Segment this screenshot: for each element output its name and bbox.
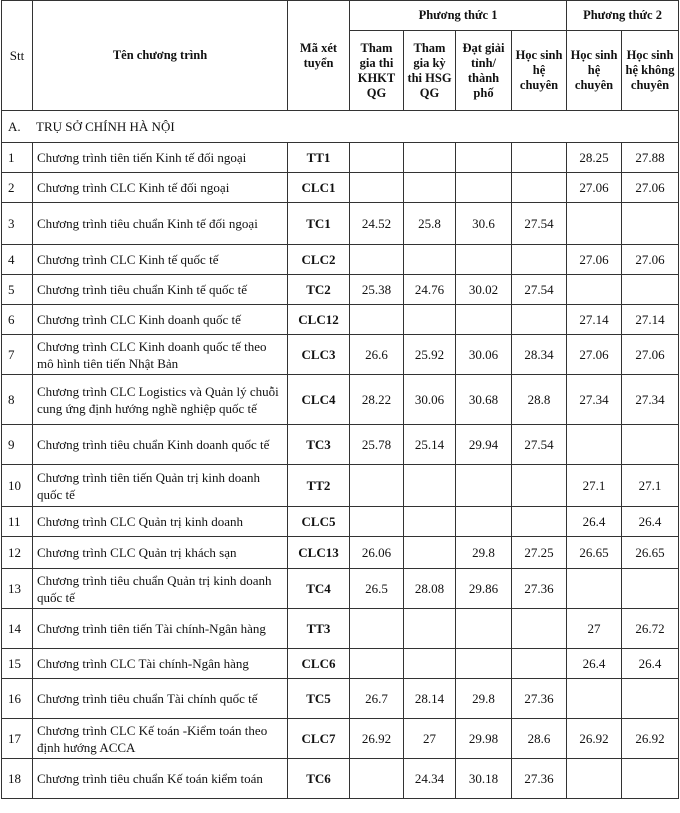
row-m1-score: 29.98 — [456, 719, 512, 759]
row-m1-score — [350, 609, 404, 649]
header-method-2: Phương thức 2 — [567, 1, 679, 31]
row-m1-score: 30.02 — [456, 275, 512, 305]
row-m2-score: 26.65 — [622, 537, 679, 569]
row-program-name: Chương trình tiên tiến Tài chính-Ngân hàng — [33, 609, 288, 649]
table-row — [2, 679, 679, 719]
admission-score-table — [1, 0, 679, 799]
table-row — [2, 759, 679, 799]
row-program-name: Chương trình tiêu chuẩn Kinh tế quốc tế — [33, 275, 288, 305]
row-m1-score: 30.06 — [404, 375, 456, 425]
row-program-name: Chương trình tiên tiến Quản trị kinh doanh quốc tế — [33, 465, 288, 507]
row-code: TC5 — [288, 679, 350, 719]
row-m2-score: 27.06 — [622, 245, 679, 275]
row-m1-score: 27.36 — [512, 759, 567, 799]
row-m2-score — [567, 425, 622, 465]
row-stt: 16 — [2, 679, 33, 719]
row-m1-score: 26.5 — [350, 569, 404, 609]
row-m2-score: 27.06 — [622, 335, 679, 375]
row-code: CLC2 — [288, 245, 350, 275]
row-m2-score — [622, 569, 679, 609]
row-m1-score: 29.86 — [456, 569, 512, 609]
header-m1-hsg: Tham gia kỳ thi HSG QG — [404, 31, 456, 111]
row-program-name: Chương trình CLC Kế toán -Kiểm toán theo định hướng ACCA — [33, 719, 288, 759]
row-program-name: Chương trình CLC Kinh doanh quốc tế — [33, 305, 288, 335]
row-stt: 12 — [2, 537, 33, 569]
row-code: TC1 — [288, 203, 350, 245]
row-code: CLC12 — [288, 305, 350, 335]
table-row — [2, 375, 679, 425]
row-code: TT3 — [288, 609, 350, 649]
row-m1-score — [404, 537, 456, 569]
row-stt: 10 — [2, 465, 33, 507]
row-stt: 13 — [2, 569, 33, 609]
table-row — [2, 245, 679, 275]
header-program-name: Tên chương trình — [33, 1, 288, 111]
row-m2-score: 27.06 — [567, 245, 622, 275]
row-m1-score — [350, 143, 404, 173]
row-m1-score — [404, 305, 456, 335]
row-m1-score — [512, 609, 567, 649]
row-m1-score — [404, 649, 456, 679]
row-m2-score: 26.4 — [622, 649, 679, 679]
row-m1-score: 28.8 — [512, 375, 567, 425]
row-m1-score — [512, 507, 567, 537]
row-code: TC6 — [288, 759, 350, 799]
row-m1-score: 25.92 — [404, 335, 456, 375]
row-m1-score — [512, 465, 567, 507]
row-stt: 6 — [2, 305, 33, 335]
row-m1-score: 25.38 — [350, 275, 404, 305]
row-m1-score: 24.76 — [404, 275, 456, 305]
row-stt: 2 — [2, 173, 33, 203]
row-m1-score — [404, 465, 456, 507]
table-row — [2, 335, 679, 375]
row-m1-score — [512, 173, 567, 203]
row-m1-score — [512, 143, 567, 173]
row-m2-score — [622, 203, 679, 245]
row-m1-score — [350, 649, 404, 679]
header-m2-non-specialized: Học sinh hệ không chuyên — [622, 31, 679, 111]
row-stt: 1 — [2, 143, 33, 173]
row-m1-score: 30.06 — [456, 335, 512, 375]
row-m1-score — [456, 465, 512, 507]
row-m1-score: 25.8 — [404, 203, 456, 245]
row-m1-score — [456, 173, 512, 203]
row-stt: 4 — [2, 245, 33, 275]
header-m2-specialized: Học sinh hệ chuyên — [567, 31, 622, 111]
row-stt: 18 — [2, 759, 33, 799]
row-m1-score — [512, 649, 567, 679]
row-stt: 9 — [2, 425, 33, 465]
table-row — [2, 465, 679, 507]
table-row — [2, 275, 679, 305]
row-program-name: Chương trình tiêu chuẩn Tài chính quốc tế — [33, 679, 288, 719]
row-code: CLC5 — [288, 507, 350, 537]
table-row — [2, 609, 679, 649]
section-title: TRỤ SỞ CHÍNH HÀ NỘI — [36, 118, 175, 134]
row-m1-score — [350, 173, 404, 203]
row-m1-score: 30.18 — [456, 759, 512, 799]
row-m1-score — [350, 305, 404, 335]
row-code: CLC7 — [288, 719, 350, 759]
row-stt: 3 — [2, 203, 33, 245]
row-m2-score — [567, 759, 622, 799]
row-m1-score — [404, 507, 456, 537]
row-m2-score: 26.65 — [567, 537, 622, 569]
row-program-name: Chương trình tiêu chuẩn Kinh doanh quốc tế — [33, 425, 288, 465]
row-m2-score: 27.88 — [622, 143, 679, 173]
row-m1-score — [456, 245, 512, 275]
row-m2-score — [622, 275, 679, 305]
section-title-cell — [2, 111, 679, 143]
row-m1-score: 26.7 — [350, 679, 404, 719]
row-m1-score — [404, 173, 456, 203]
row-m1-score — [404, 143, 456, 173]
row-program-name: Chương trình CLC Logistics và Quản lý chuỗi cung ứng định hướng nghề nghiệp quốc tế — [33, 375, 288, 425]
row-code: TC3 — [288, 425, 350, 465]
row-m1-score: 28.34 — [512, 335, 567, 375]
row-m2-score: 27.14 — [567, 305, 622, 335]
row-program-name: Chương trình CLC Tài chính-Ngân hàng — [33, 649, 288, 679]
row-m1-score: 29.8 — [456, 537, 512, 569]
row-stt: 15 — [2, 649, 33, 679]
row-m1-score: 27.36 — [512, 679, 567, 719]
row-m2-score: 27.1 — [622, 465, 679, 507]
row-m2-score: 27.34 — [567, 375, 622, 425]
row-m1-score: 25.78 — [350, 425, 404, 465]
row-m1-score — [456, 507, 512, 537]
row-m1-score — [456, 305, 512, 335]
row-m2-score: 26.4 — [567, 507, 622, 537]
row-m1-score: 27.36 — [512, 569, 567, 609]
row-code: CLC6 — [288, 649, 350, 679]
row-m1-score: 27.54 — [512, 425, 567, 465]
row-m1-score: 27.54 — [512, 275, 567, 305]
row-m1-score: 28.6 — [512, 719, 567, 759]
row-m2-score: 26.92 — [622, 719, 679, 759]
row-m1-score: 28.22 — [350, 375, 404, 425]
row-m1-score — [456, 143, 512, 173]
row-m1-score: 27 — [404, 719, 456, 759]
row-m2-score — [567, 569, 622, 609]
table-row — [2, 143, 679, 173]
header-m1-provincial-award: Đạt giải tỉnh/ thành phố — [456, 31, 512, 111]
row-m2-score — [567, 275, 622, 305]
row-m1-score: 27.54 — [512, 203, 567, 245]
row-stt: 17 — [2, 719, 33, 759]
table-row — [2, 537, 679, 569]
row-m2-score: 27.34 — [622, 375, 679, 425]
row-m2-score: 28.25 — [567, 143, 622, 173]
row-stt: 14 — [2, 609, 33, 649]
row-m1-score: 29.8 — [456, 679, 512, 719]
table-row — [2, 569, 679, 609]
row-m1-score: 26.6 — [350, 335, 404, 375]
row-m2-score: 27.1 — [567, 465, 622, 507]
row-code: CLC13 — [288, 537, 350, 569]
row-code: TC4 — [288, 569, 350, 609]
row-m1-score — [350, 507, 404, 537]
table-row — [2, 507, 679, 537]
row-stt: 7 — [2, 335, 33, 375]
row-code: TT1 — [288, 143, 350, 173]
section-row — [2, 111, 679, 143]
row-m2-score: 26.92 — [567, 719, 622, 759]
row-m1-score — [404, 609, 456, 649]
row-program-name: Chương trình tiêu chuẩn Quản trị kinh doanh quốc tế — [33, 569, 288, 609]
row-program-name: Chương trình CLC Kinh doanh quốc tế theo mô hình tiên tiến Nhật Bản — [33, 335, 288, 375]
table-row — [2, 425, 679, 465]
row-program-name: Chương trình CLC Quản trị khách sạn — [33, 537, 288, 569]
row-stt: 11 — [2, 507, 33, 537]
row-stt: 8 — [2, 375, 33, 425]
header-stt: Stt — [2, 1, 33, 111]
row-m1-score: 27.25 — [512, 537, 567, 569]
row-m1-score: 30.68 — [456, 375, 512, 425]
row-m2-score: 27.06 — [567, 173, 622, 203]
row-m1-score: 24.34 — [404, 759, 456, 799]
table-row — [2, 305, 679, 335]
row-program-name: Chương trình tiêu chuẩn Kinh tế đối ngoại — [33, 203, 288, 245]
table-row — [2, 649, 679, 679]
row-m1-score — [512, 305, 567, 335]
header-m1-specialized: Học sinh hệ chuyên — [512, 31, 567, 111]
section-letter: A. — [8, 118, 21, 134]
row-stt: 5 — [2, 275, 33, 305]
row-m1-score — [404, 245, 456, 275]
row-m2-score: 26.4 — [567, 649, 622, 679]
row-m2-score: 27.06 — [567, 335, 622, 375]
row-m1-score: 26.06 — [350, 537, 404, 569]
row-m2-score — [622, 759, 679, 799]
row-m1-score: 28.08 — [404, 569, 456, 609]
header-method-1: Phương thức 1 — [350, 1, 567, 31]
row-m1-score — [456, 649, 512, 679]
row-program-name: Chương trình tiêu chuẩn Kế toán kiểm toán — [33, 759, 288, 799]
row-m1-score: 29.94 — [456, 425, 512, 465]
table-row — [2, 719, 679, 759]
row-m1-score — [512, 245, 567, 275]
row-m2-score: 26.72 — [622, 609, 679, 649]
header-m1-khkt: Tham gia thi KHKT QG — [350, 31, 404, 111]
row-m2-score — [622, 679, 679, 719]
row-m1-score — [350, 245, 404, 275]
row-code: CLC1 — [288, 173, 350, 203]
row-m1-score: 26.92 — [350, 719, 404, 759]
table-row — [2, 173, 679, 203]
row-m2-score: 27 — [567, 609, 622, 649]
row-m1-score — [350, 465, 404, 507]
row-program-name: Chương trình CLC Kinh tế quốc tế — [33, 245, 288, 275]
row-m2-score: 26.4 — [622, 507, 679, 537]
row-program-name: Chương trình CLC Quản trị kinh doanh — [33, 507, 288, 537]
row-code: TC2 — [288, 275, 350, 305]
row-code: CLC4 — [288, 375, 350, 425]
row-m2-score: 27.06 — [622, 173, 679, 203]
row-program-name: Chương trình tiên tiến Kinh tế đối ngoại — [33, 143, 288, 173]
row-m2-score — [567, 203, 622, 245]
row-code: TT2 — [288, 465, 350, 507]
row-m1-score: 30.6 — [456, 203, 512, 245]
header-code: Mã xét tuyển — [288, 1, 350, 111]
row-m2-score: 27.14 — [622, 305, 679, 335]
row-m2-score — [622, 425, 679, 465]
row-m2-score — [567, 679, 622, 719]
row-program-name: Chương trình CLC Kinh tế đối ngoại — [33, 173, 288, 203]
table-row — [2, 203, 679, 245]
row-m1-score — [456, 609, 512, 649]
row-m1-score: 24.52 — [350, 203, 404, 245]
row-m1-score — [350, 759, 404, 799]
row-m1-score: 25.14 — [404, 425, 456, 465]
row-m1-score: 28.14 — [404, 679, 456, 719]
row-code: CLC3 — [288, 335, 350, 375]
